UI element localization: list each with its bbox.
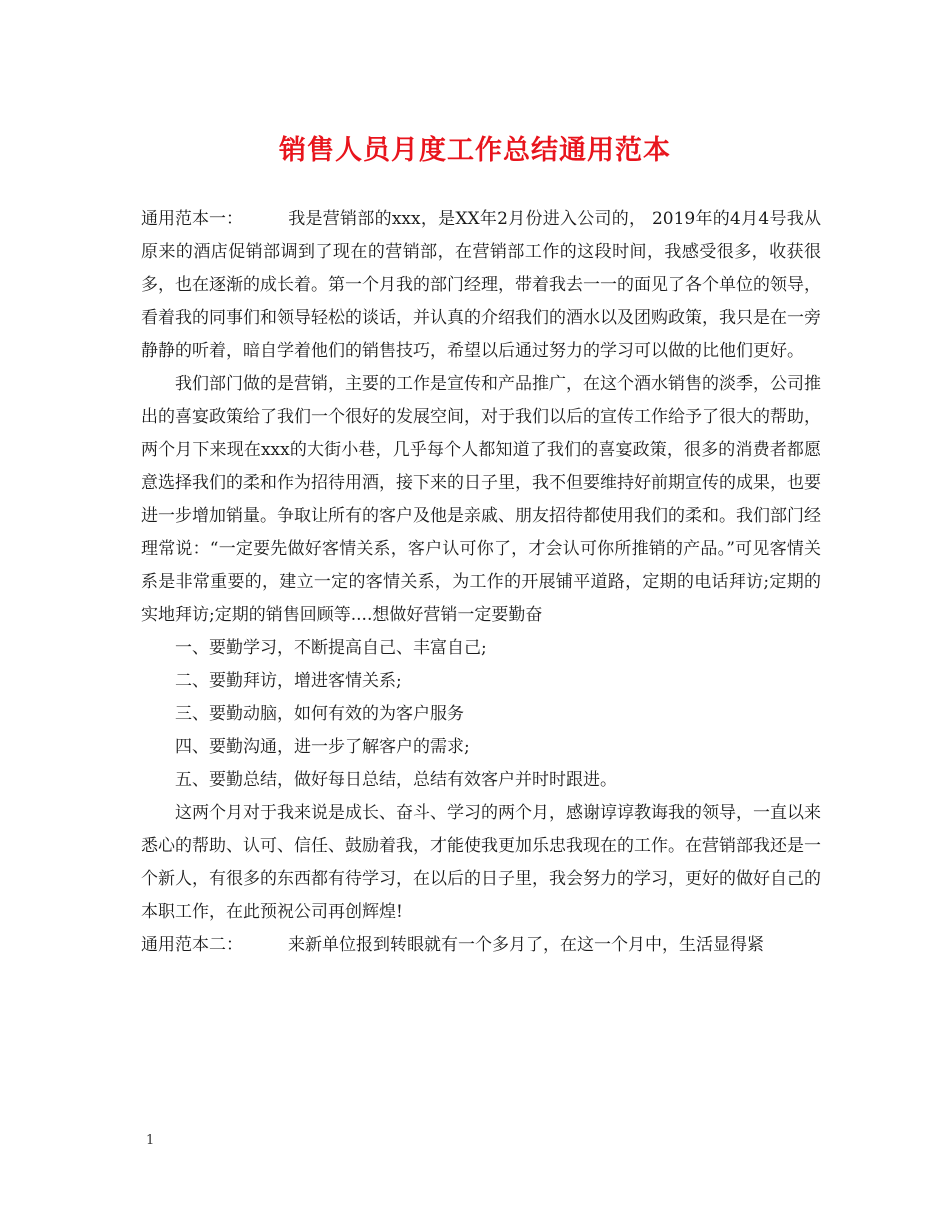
document-title: 销售人员月度工作总结通用范本	[279, 135, 671, 166]
section1-intro-paragraph	[141, 203, 821, 368]
list-item: 一、要勤学习，不断提高自己、丰富自己;	[175, 638, 487, 658]
section1-intro-text: 我是营销部的xxx，是XX年2月份进入公司的， 2019年的4月4号我从原来的酒店促销部调到了现在的营销部，在营销部工作的这段时间，我感受很多，收获很多，也在逐渐的成长着。第一个月我的部门经理，带着我去一一的面见了各个单位的领导，看着我的同事们和领导轻松的谈话，并认真的介绍我们的酒水以及团购政策，我只是在一旁静静的听着，暗自学着他们的销售技巧，希望以后通过努力的学习可以做的比他们更好。	[141, 209, 821, 361]
list-item: 二、要勤拜访，增进客情关系;	[175, 671, 402, 691]
section2-label: 通用范本二：	[141, 935, 243, 955]
section1-closing-paragraph: 这两个月对于我来说是成长、奋斗、学习的两个月，感谢谆谆教诲我的领导，一直以来悉心的帮助、认可、信任、鼓励着我，才能使我更加乐忠我现在的工作。在营销部我还是一个新人，有很多的东西都有待学习，在以后的日子里，我会努力的学习，更好的做好自己的本职工作，在此预祝公司再创辉煌!	[141, 803, 821, 922]
section2-intro-text: 来新单位报到转眼就有一个多月了，在这一个月中，生活显得紧	[288, 935, 764, 955]
section1-label: 通用范本一：	[141, 209, 243, 229]
page-number: 1	[146, 1133, 155, 1148]
list-item: 四、要勤沟通，进一步了解客户的需求;	[175, 737, 470, 757]
section2-intro-paragraph	[141, 929, 821, 962]
list-item: 五、要勤总结，做好每日总结，总结有效客户并时时跟进。	[175, 770, 617, 790]
section1-paragraph-2: 我们部门做的是营销，主要的工作是宣传和产品推广，在这个酒水销售的淡季，公司推出的喜宴政策给了我们一个很好的发展空间，对于我们以后的宣传工作给予了很大的帮助，两个月下来现在xxx的大街小巷，几乎每个人都知道了我们的喜宴政策，很多的消费者都愿意选择我们的柔和作为招待用酒，接下来的日子里，我不但要维持好前期宣传的成果，也要进一步增加销量。争取让所有的客户及他是亲戚、朋友招待都使用我们的柔和。我们部门经理常说：“一定要先做好客情关系，客户认可你了，才会认可你所推销的产品。”可见客情关系是非常重要的，建立一定的客情关系，为工作的开展铺平道路，定期的电话拜访;定期的实地拜访;定期的销售回顾等....想做好营销一定要勤奋	[141, 374, 821, 625]
document-body	[141, 203, 821, 962]
list-item: 三、要勤动脑，如何有效的为客户服务	[175, 704, 464, 724]
